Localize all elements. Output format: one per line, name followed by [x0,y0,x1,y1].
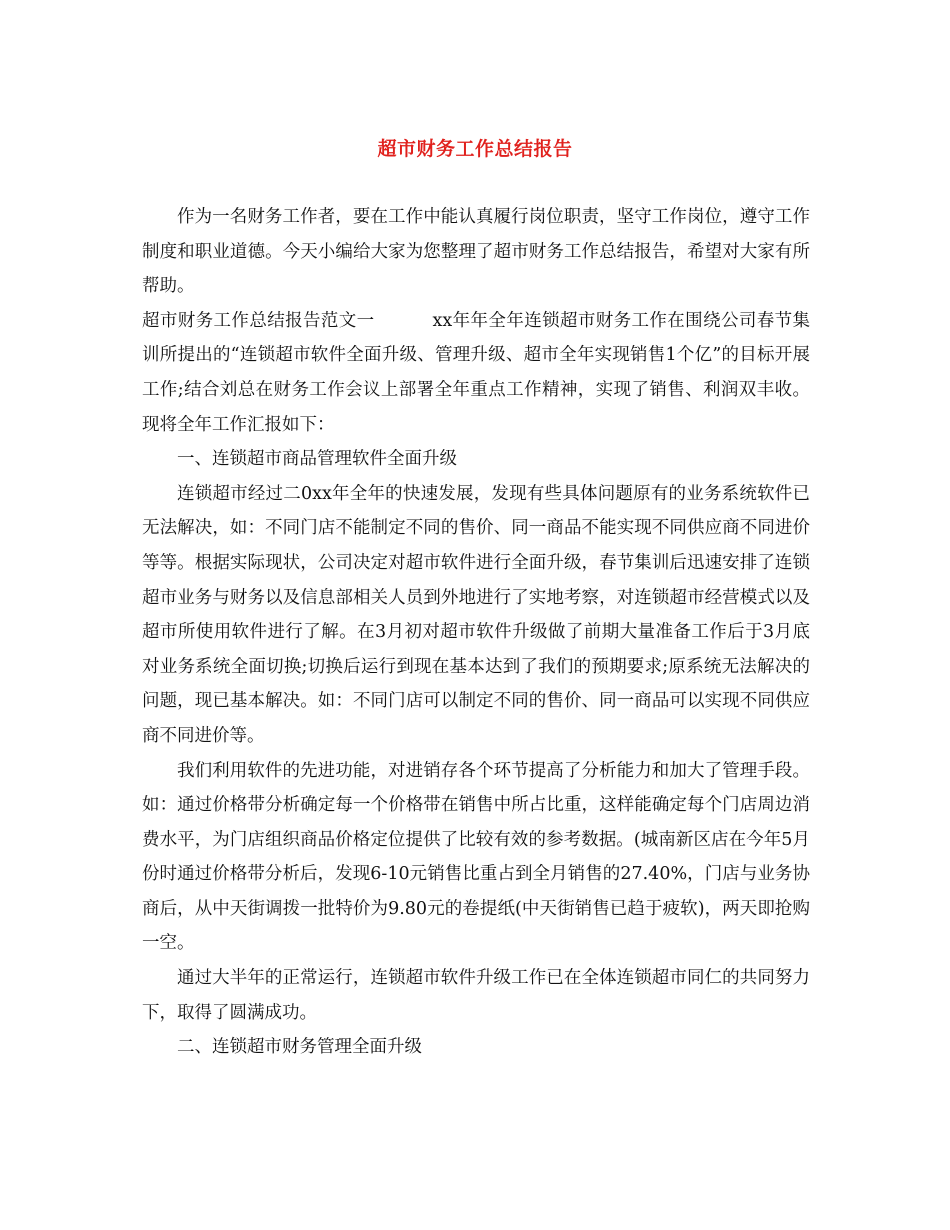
body-paragraph-1: 连锁超市经过二0xx年全年的快速发展，发现有些具体问题原有的业务系统软件已无法解决，如：不同门店不能制定不同的售价、同一商品不能实现不同供应商不同进价等等。根据实际现状，公司决定对超市软件进行全面升级，春节集训后迅速安排了连锁超市业务与财务以及信息部相关人员到外地进行了实地考察，对连锁超市经营模式以及超市所使用软件进行了解。在3月初对超市软件升级做了前期大量准备工作后于3月底对业务系统全面切换;切换后运行到现在基本达到了我们的预期要求;原系统无法解决的问题，现已基本解决。如：不同门店可以制定不同的售价、同一商品可以实现不同供应商不同进价等。 [142,483,810,746]
document-body [142,200,810,1065]
sample-heading: 超市财务工作总结报告范文一 [142,310,375,331]
sample-paragraph [142,304,810,442]
section-heading-1: 一、连锁超市商品管理软件全面升级 [177,449,457,470]
intro-paragraph: 作为一名财务工作者，要在工作中能认真履行岗位职责，坚守工作岗位，遵守工作制度和职业道德。今天小编给大家为您整理了超市财务工作总结报告，希望对大家有所帮助。 [142,207,810,297]
body-paragraph-2: 我们利用软件的先进功能，对进销存各个环节提高了分析能力和加大了管理手段。如：通过价格带分析确定每一个价格带在销售中所占比重，这样能确定每个门店周边消费水平，为门店组织商品价格定位提供了比较有效的参考数据。(城南新区店在今年5月份时通过价格带分析后，发现6-10元销售比重占到全月销售的27.40%，门店与业务协商后，从中天街调拨一批特价为9.80元的卷提纸(中天街销售已趋于疲软)，两天即抢购一空。 [142,760,810,954]
document-title: 超市财务工作总结报告 [377,138,573,160]
section-heading-2: 二、连锁超市财务管理全面升级 [177,1037,422,1058]
sample-intro-text: xx年年全年连锁超市财务工作在围绕公司春节集训所提出的“连锁超市软件全面升级、管理升级、超市全年实现销售1个亿”的目标开展工作;结合刘总在财务工作会议上部署全年重点工作精神，实现了销售、利润双丰收。现将全年工作汇报如下： [142,310,810,435]
body-paragraph-3: 通过大半年的正常运行，连锁超市软件升级工作已在全体连锁超市同仁的共同努力下，取得了圆满成功。 [142,968,810,1023]
